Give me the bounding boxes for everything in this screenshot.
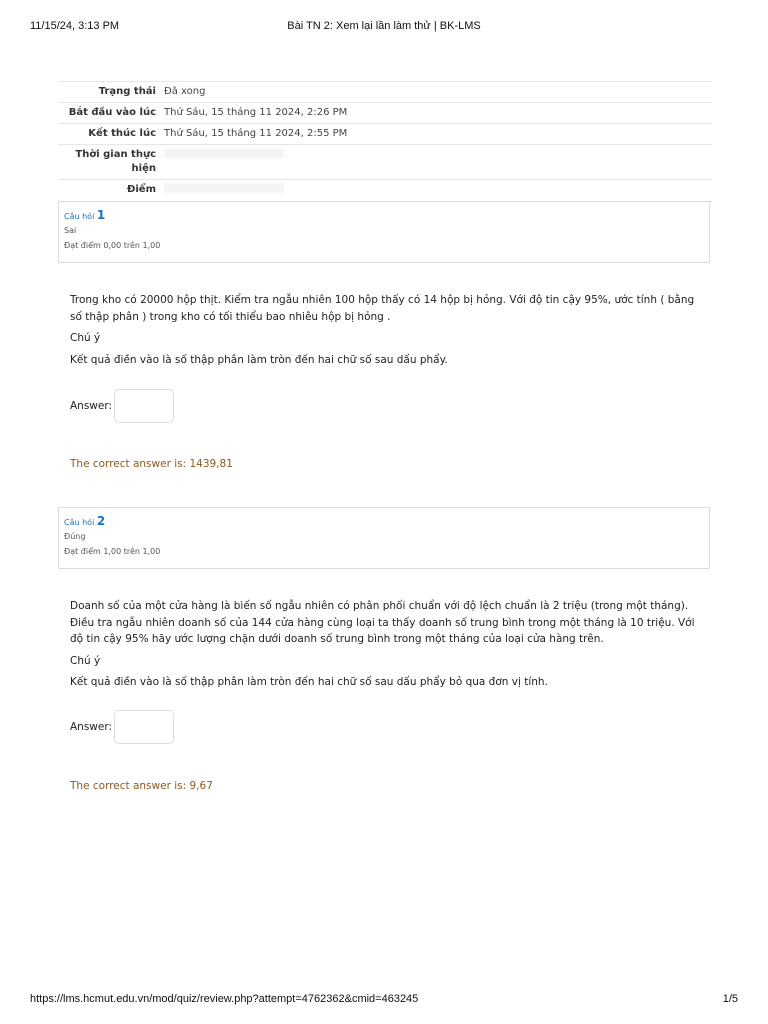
summary-row-duration [58,145,712,180]
summary-value: Đã xong [160,82,712,103]
question-grade: Đạt điểm 0,00 trên 1,00 [64,241,161,250]
summary-row-state [58,82,712,103]
correct-answer-feedback: The correct answer is: 1439,81 [70,458,233,470]
question-state: Sai [64,226,77,235]
answer-input[interactable] [114,710,174,744]
question-info-box [58,507,710,569]
summary-label: Điểm [58,180,160,202]
attempt-summary-table [58,81,712,202]
note-label: Chú ý [70,332,101,344]
summary-value-redacted [160,145,712,180]
summary-value-redacted [160,180,712,202]
redacted-value [164,183,284,193]
summary-value: Thứ Sáu, 15 tháng 11 2024, 2:26 PM [160,103,712,124]
summary-label: Kết thúc lúc [58,124,160,145]
question-number-value: 1 [96,208,106,222]
summary-label: Bắt đầu vào lúc [58,103,160,124]
answer-row [70,389,174,423]
question-number-value: 2 [96,514,106,528]
question-number [64,514,709,528]
redacted-value [164,148,284,158]
answer-label: Answer: [70,400,113,412]
answer-row [70,710,174,744]
summary-value: Thứ Sáu, 15 tháng 11 2024, 2:55 PM [160,124,712,145]
question-number [64,208,709,222]
print-footer-page: 1/5 [722,993,738,1005]
note-label: Chú ý [70,654,101,667]
question-grade: Đạt điểm 1,00 trên 1,00 [64,547,161,556]
note-text: Kết quả điền vào là số thập phân làm tròn đến hai chữ số sau dấu phẩy. [70,353,448,366]
note-text: Kết quả điền vào là số thập phân làm tròn đến hai chữ số sau dấu phẩy bỏ qua đơn vị tính. [70,676,548,688]
question-text-block [70,598,700,696]
print-header-title: Bài TN 2: Xem lại lần làm thử | BK-LMS [287,20,481,32]
print-header-datetime: 11/15/24, 3:13 PM [30,20,120,32]
summary-row-completed [58,124,712,145]
summary-row-started [58,103,712,124]
question-text: Trong kho có 20000 hộp thịt. Kiểm tra ngẫu nhiên 100 hộp thấy có 14 hộp bị hỏng. Với độ tin cậy 95%, ước tính ( bằng số thập phân ) trong kho có tối thiểu bao nhiêu hộp bị hỏng . [70,294,695,323]
question-prefix: Câu hỏi [64,518,95,527]
answer-input[interactable] [114,389,174,423]
question-state: Đúng [64,532,86,541]
question-text: Doanh số của một cửa hàng là biến số ngẫu nhiên có phân phối chuẩn với độ lệch chuẩn là 2 triệu (trong một tháng). Điều tra ngẫu nhiên doanh số của 144 cửa hàng cùng loại ta thấy doanh số trung bình trong một tháng là 10 triệu. Với độ tin cậy 95% hãy ước lượng chặn dưới doanh số trung bình trong một tháng của loại cửa hàng trên. [70,600,695,645]
summary-label: Trạng thái [58,82,160,103]
correct-answer-feedback: The correct answer is: 9,67 [70,780,213,792]
print-footer-url: https://lms.hcmut.edu.vn/mod/quiz/review.php?attempt=4762362&cmid=463245 [30,993,419,1005]
question-prefix: Câu hỏi [64,212,95,221]
question-info-box [58,201,710,263]
question-text-block [70,292,700,373]
summary-row-grade [58,180,712,202]
answer-label: Answer: [70,721,113,733]
summary-label: Thời gian thực hiện [58,145,160,180]
